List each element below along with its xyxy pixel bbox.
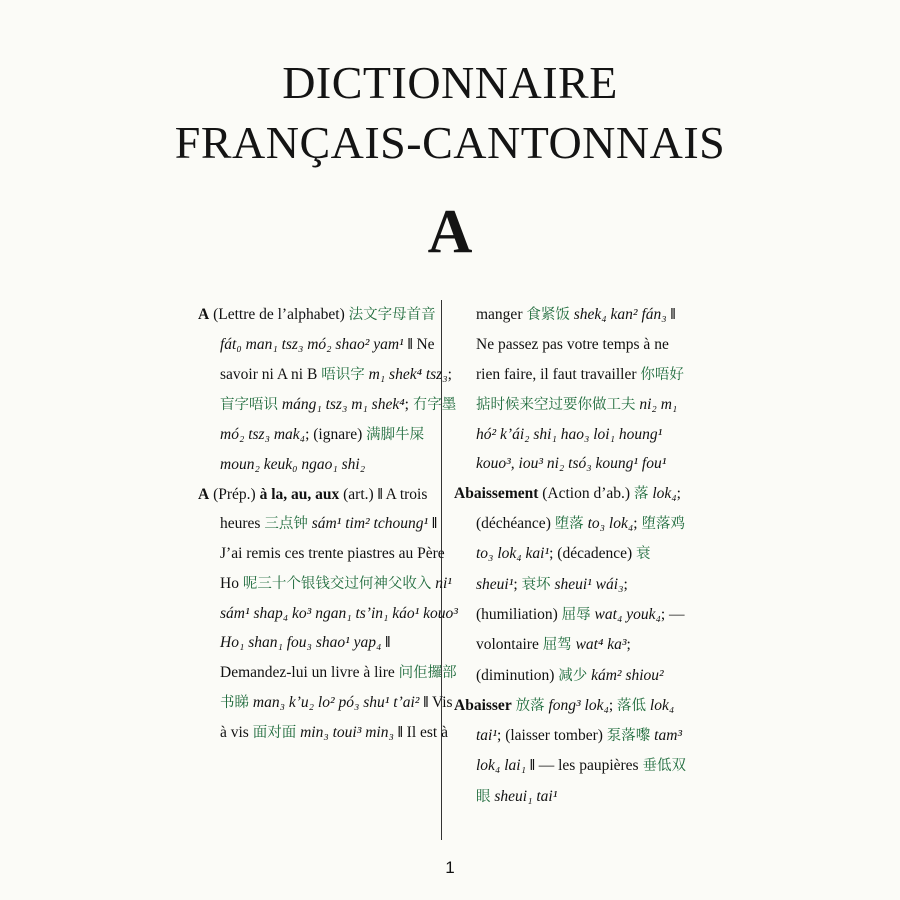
definition-text: ; (ignare) [305, 426, 367, 444]
entry-a-letter [198, 300, 460, 480]
chinese-text: 冇字墨 [412, 396, 457, 413]
chinese-text: 问佢攞部书睇 [220, 664, 457, 711]
entry-abaissement [454, 479, 690, 691]
entry-abaisser [454, 691, 690, 812]
romanization: to₃ lok₄ [583, 515, 634, 533]
romanization: ni₂ m₁ hó² k’ái₂ shi₁ hao₃ loi₁ houng¹ kouo³, iou³ ni₂ tsó₃ koung¹ fou¹ [476, 395, 678, 473]
romanization: mó₂ tsz₃ mak₄ [220, 426, 306, 444]
dictionary-title-line1: DICTIONNAIRE [282, 57, 618, 108]
romanization: wat⁴ ka³ [571, 636, 627, 654]
page-number: 1 [445, 858, 455, 877]
definition-text: J’ai remis ces trente piastres au Père Ho [220, 545, 445, 592]
definition-text: Ne passez pas votre temps à ne rien faire, il faut travailler [476, 336, 669, 383]
separator-mark: ‖ [397, 724, 403, 742]
definition-text: ; [608, 696, 618, 714]
romanization: kám² shiou² [587, 666, 664, 684]
separator-mark: ‖ [432, 515, 438, 533]
headword: Abaissement [454, 484, 539, 502]
definition-text: ; [513, 575, 522, 593]
chinese-text: 屈辱 [561, 606, 591, 623]
chinese-text: 泵落嚟 [606, 728, 651, 745]
chinese-text: 衰坏 [521, 576, 551, 593]
definition-text: ; (diminution) [476, 636, 631, 684]
left-column [198, 300, 460, 748]
dictionary-title-line2: FRANÇAIS-CANTONNAIS [174, 117, 726, 168]
romanization: m₁ shek⁴ tsz₃ [364, 365, 448, 383]
definition-text: ; [447, 365, 452, 383]
headword: A [198, 485, 210, 503]
chinese-text: 垂低双眼 [476, 758, 686, 805]
separator-mark: ‖ [670, 306, 676, 323]
chinese-text: 面对面 [252, 725, 297, 742]
chinese-text: 三点钟 [264, 516, 308, 533]
definition-text: ; (déchéance) [476, 484, 681, 533]
romanization: sheui₁ tai¹ [490, 787, 558, 805]
definition-text: Demandez-lui un livre à lire [220, 663, 399, 681]
headword: A [198, 306, 210, 323]
romanization: man₃ k’u₂ lo² pó₃ shu¹ t’ai² [249, 693, 424, 711]
chinese-text: 落低 [617, 697, 647, 714]
separator-mark: ‖ [529, 757, 535, 775]
romanization: lok₄ [648, 484, 677, 502]
romanization: shek₄ kan² fán₃ [569, 306, 671, 323]
separator-mark: ‖ [407, 336, 413, 354]
chinese-text: 唔识字 [321, 366, 365, 383]
chinese-text: 你唔好掂时候来空过要你做工夫 [476, 366, 684, 413]
romanization: lok₄ tai¹ [476, 696, 675, 745]
right-column [454, 300, 690, 812]
separator-mark: ‖ [385, 634, 391, 652]
romanization: min₃ toui³ min₃ [296, 724, 398, 742]
romanization: fong³ lok₄ [544, 696, 609, 714]
definition-text: ; (laisser tomber) [497, 727, 607, 745]
chinese-text: 呢三十个银钱交过何神父收入 [242, 575, 432, 592]
chinese-text: 落 [633, 485, 649, 502]
chinese-text: 满脚牛屎 [366, 427, 425, 444]
chinese-text: 衰 [636, 546, 651, 563]
separator-mark: ‖ [423, 693, 429, 711]
romanization: sheui¹ [476, 575, 514, 593]
definition-text: (Action d’ab.) [538, 484, 634, 502]
romanization: moun₂ keuk₀ ngao₁ shi₂ [220, 456, 366, 474]
definition-text: Vis à vis [220, 693, 453, 742]
definition-text: (Lettre de l’alphabet) [209, 306, 349, 323]
separator-mark: ‖ [377, 485, 383, 503]
definition-text: (art.) [339, 485, 378, 503]
romanization: wat₄ youk₄ [590, 605, 661, 623]
headword: Abaisser [454, 696, 512, 714]
chinese-text: 盲字唔识 [220, 396, 278, 413]
entry-a-preposition [198, 480, 460, 749]
romanization: to₃ lok₄ kai¹ [476, 545, 550, 563]
chinese-text: 法文字母首音 [348, 307, 436, 323]
chinese-text: 堕落 [554, 516, 584, 533]
romanization: máng₁ tsz₃ m₁ shek⁴ [278, 395, 405, 413]
romanization: sheui¹ wái₃ [550, 575, 624, 593]
chinese-text: 堕落鸡 [641, 516, 685, 533]
romanization: tam³ lok₄ lai₁ [476, 727, 683, 775]
bold-forms: à la, au, aux [259, 485, 340, 503]
section-letter: A [427, 198, 473, 266]
chinese-text: 食紧饭 [526, 307, 570, 323]
chinese-text: 屈驾 [542, 637, 572, 654]
definition-text: ; (humiliation) [476, 575, 628, 623]
entry-continuation [454, 300, 690, 479]
definition-text: ; — volontaire [476, 605, 685, 654]
definition-text: A trois heures [220, 485, 428, 533]
definition-text: Ne savoir ni A ni B [220, 336, 435, 383]
definition-text: ; (décadence) [549, 545, 637, 563]
definition-text: ; [633, 515, 642, 533]
definition-text: — les paupières [534, 757, 643, 775]
chinese-text: 减少 [558, 667, 588, 684]
romanization: fát₀ man₁ tsz₃ mó₂ shao² yam¹ [220, 336, 408, 354]
definition-text: manger [476, 306, 527, 323]
chinese-text: 放落 [515, 697, 545, 714]
definition-text: Il est à [402, 724, 448, 742]
romanization: ni¹ sám¹ shap₄ ko³ ngan₁ ts’in₁ káo¹ kouo³ Ho₁ shan₁ fou₃ shao¹ yap₄ [220, 574, 458, 652]
definition-text: ; [404, 395, 413, 413]
definition-text: (Prép.) [209, 485, 260, 503]
romanization: sám¹ tim² tchoung¹ [307, 515, 432, 533]
